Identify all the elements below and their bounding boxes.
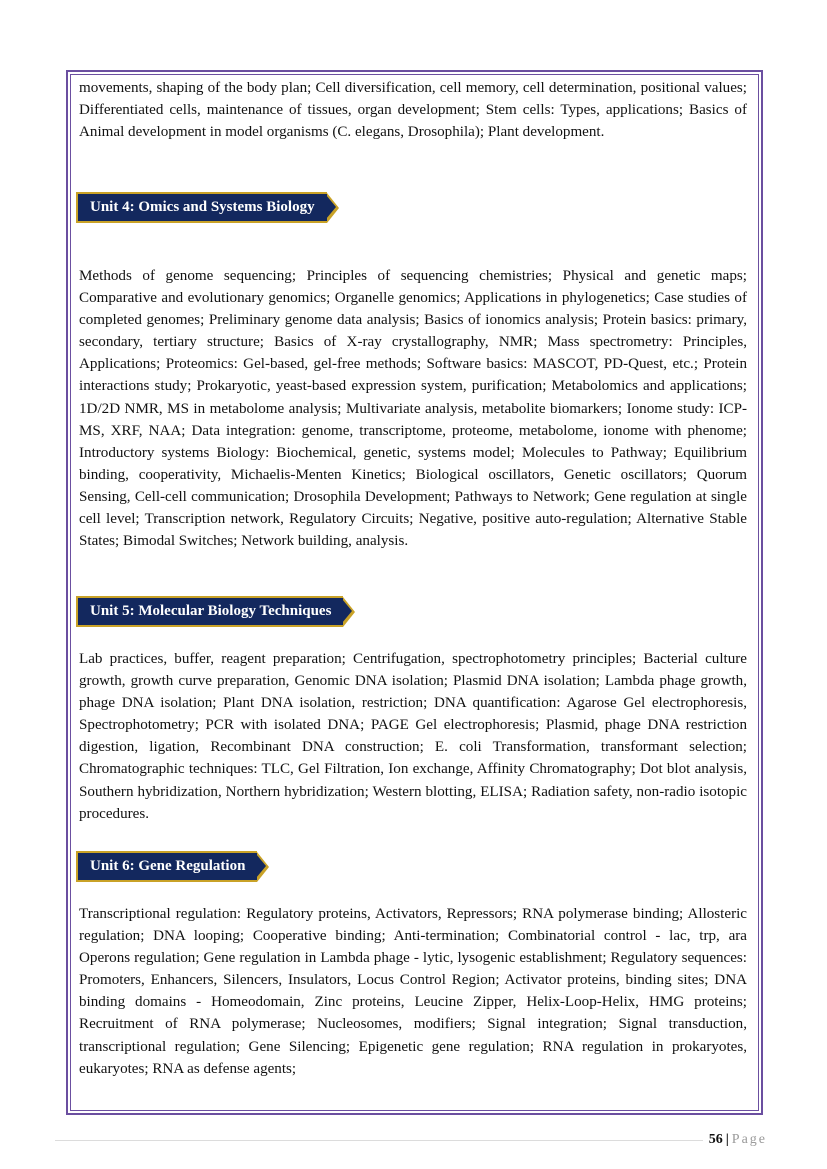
- footer-divider: [55, 1140, 765, 1141]
- unit-4-paragraph: Methods of genome sequencing; Principles of sequencing chemistries; Physical and genetic maps; Comparative and evolutionary genomics; Organelle genomics; Applications in phylogenetics; Case studies of completed genomes; Preliminary genome data analysis; Basics of ionomics analysis; Protein basics: primary, secondary, tertiary structure; Basics of X-ray crystallography, NMR; Mass spectrometry: Principles, Applications; Proteomics: Gel-based, gel-free methods; Software basics: MASCOT, PD-Quest, etc.; Protein interactions study; Prokaryotic, yeast-based expression system, purification; Metabolomics and applications; 1D/2D NMR, MS in metabolome analysis; Multivariate analysis, metabolite biomarkers; Ionome study: ICP-MS, XRF, NAA; Data integration: genome, transcriptome, proteome, metabolome, ionome with phenome; Introductory systems Biology: Biochemical, genetic, systems model; Molecules to Pathway; Equilibrium binding, cooperativity, Michaelis-Menten Kinetics; Biological oscillators, Genetic oscillators; Quorum Sensing, Cell-cell communication; Drosophila Development; Pathways to Network; Gene regulation at single cell level; Transcription network, Regulatory Circuits; Negative, positive auto-regulation; Alternative Stable States; Bimodal Switches; Network building, analysis.: [79, 268, 747, 550]
- page-word: Page: [731, 1132, 767, 1147]
- unit-6-paragraph: Transcriptional regulation: Regulatory proteins, Activators, Repressors; RNA polymerase binding; Allosteric regulation; DNA looping; Cooperative binding; Anti-termination; Combinatorial control - lac, trp, ara Operons regulation; Gene regulation in Lambda phage - lytic, lysogenic establishment; Regulatory sequences: Promoters, Enhancers, Silencers, Insulators, Locus Control Region; Activator proteins, binding sites; DNA binding domains - Homeodomain, Zinc proteins, Leucine Zipper, Helix-Loop-Helix, HMG proteins; Recruitment of RNA polymerase; Nucleosomes, modifiers; Signal integration; Signal transduction, transcriptional regulation; Gene Silencing; Epigenetic gene regulation; RNA regulation in prokaryotes, eukaryotes; RNA as defense agents;: [79, 906, 747, 1077]
- heading-arrow-icon: [343, 597, 355, 627]
- page-footer: [703, 1132, 767, 1148]
- page-number: 56: [708, 1132, 723, 1147]
- unit-5-paragraph: Lab practices, buffer, reagent preparation; Centrifugation, spectrophotometry principles; Bacterial culture growth, growth curve preparation, Genomic DNA isolation; Plasmid DNA isolation; Lambda phage growth, phage DNA isolation; Plant DNA isolation, restriction; DNA quantification: Agarose Gel electrophoresis, Spectrophotometry; PCR with isolated DNA; PAGE Gel electrophoresis; Plasmid, phage DNA restriction digestion, ligation, Recombinant DNA construction; E. coli Transformation, transformant selection; Chromatographic techniques: TLC, Gel Filtration, Ion exchange, Affinity Chromatography; Dot blot analysis, Southern hybridization, Northern hybridization; Western blotting, ELISA; Radiation safety, non-radio isotopic procedures.: [79, 651, 747, 822]
- unit-6-heading: [76, 851, 269, 882]
- unit-5-heading: [76, 596, 355, 627]
- heading-arrow-icon: [327, 193, 339, 223]
- intro-paragraph: movements, shaping of the body plan; Cell diversification, cell memory, cell determination, positional values; Differentiated cells, maintenance of tissues, organ development; Stem cells: Types, applications; Basics of Animal development in model organisms (C. elegans, Drosophila); Plant development.: [79, 80, 747, 141]
- footer-separator: |: [725, 1132, 729, 1147]
- unit-4-heading: [76, 192, 339, 223]
- heading-arrow-icon: [257, 852, 269, 882]
- unit-4-heading-label: Unit 4: Omics and Systems Biology: [76, 192, 327, 223]
- unit-6-heading-label: Unit 6: Gene Regulation: [76, 851, 257, 882]
- unit-5-heading-label: Unit 5: Molecular Biology Techniques: [76, 596, 343, 627]
